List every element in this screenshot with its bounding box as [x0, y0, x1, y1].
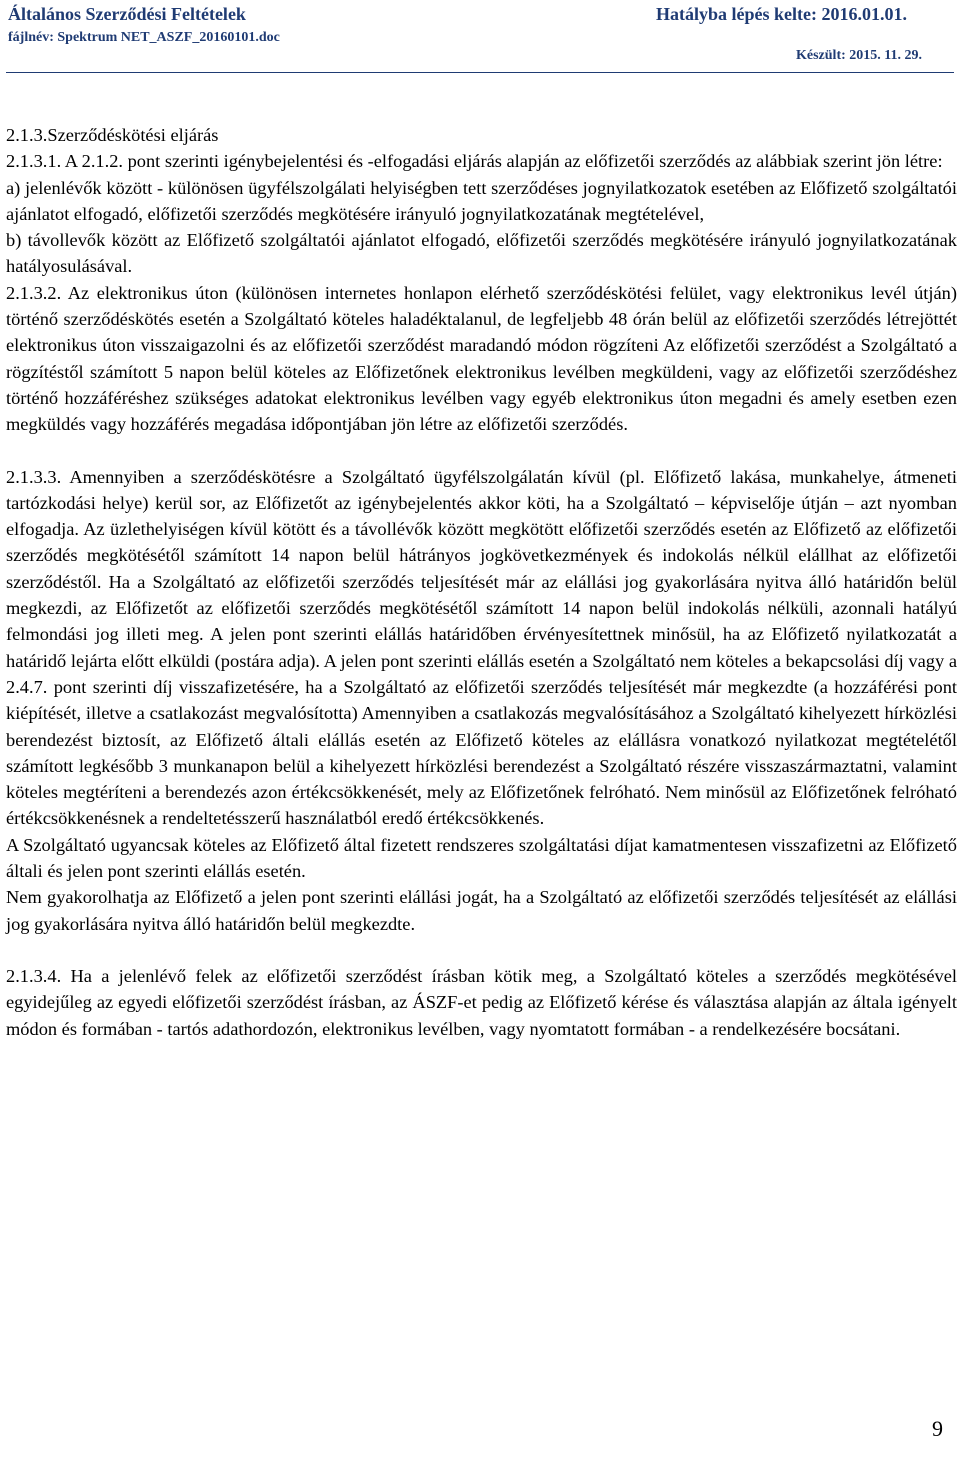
paragraph-2-1-3-1: 2.1.3.1. A 2.1.2. pont szerinti igénybejelentési és -elfogadási eljárás alapján az előfizetői szerződés az alábbiak szerint jön létre:	[6, 151, 943, 172]
paragraph-item-a: a) jelenlévők között - különösen ügyfélszolgálati helyiségben tett szerződéses jognyilatkozatok esetében az Előfizető szolgáltatói ajánlatot elfogadó, előfizetői szerződés megkötésére irányuló jognyilatkozatának megtételével,	[6, 177, 957, 224]
document-body	[6, 122, 957, 1042]
paragraph-2-1-3-3: 2.1.3.3. Amennyiben a szerződéskötésre a Szolgáltató ügyfélszolgálatán kívül (pl. Előfizető lakása, munkahelye, átmeneti tartózkodási helye) kerül sor, az Előfizetőt az igénybejelentés akkor köti, ha a Szolgáltató – képviselője útján – azt nyomban elfogadja. Az üzlethelyiségen kívül kötött és a távollévők között megkötött előfizetői szerződés esetén az Előfizető az előfizetői szerződés megkötésétől számított 14 napon belül hátrányos jogkövetkezmények és indokolás nélkül elállhat az előfizetői szerződéstől. Ha a Szolgáltató az előfizetői szerződés teljesítését már az elállási jog gyakorlására nyitva álló határidőn belül megkezdi, az Előfizetőt az előfizetői szerződés megkötésétől számított 14 napon belül indokolás nélküli, azonnali hatályú felmondási jog illeti meg. A jelen pont szerinti elállás határidőben érvényesítettnek minősül, ha az Előfizető nyilatkozatát a határidő lejárta előtt elküldi (postára adja). A jelen pont szerinti elállás esetén a Szolgáltató nem köteles a bekapcsolási díj vagy a 2.4.7. pont szerinti díj visszafizetésére, ha a Szolgáltató az előfizetői szerződés teljesítését már megkezdte (a hozzáférési pont kiépítését, illetve a csatlakozást megvalósította) Amennyiben a csatlakozás megvalósításához a Szolgáltató kihelyezett hírközlési berendezést biztosít, az Előfizető általi elállás esetén az Előfizető köteles az elállásra vonatkozó nyilatkozat megtételétől számított legkésőbb 3 munkanapon belül a kihelyezett hírközlési berendezést a Szolgáltató részére visszaszármaztatni, valamint köteles megtéríteni a berendezés azon értékcsökkenését, mely az Előfizetőnek felróható. Nem minősül az Előfizetőnek felróható értékcsökkenésnek a rendeltetésszerű használatból eredő értékcsökkenés.	[6, 466, 957, 829]
paragraph-spacer	[6, 937, 957, 963]
paragraph-2-1-3-2: 2.1.3.2. Az elektronikus úton (különösen internetes honlapon elérhető szerződéskötési felület, vagy elektronikus levél útján) történő szerződéskötés esetén a Szolgáltató köteles haladéktalanul, de legfeljebb 48 órán belül az előfizetői szerződés létrejöttét elektronikus úton visszaigazolni és az előfizetői szerződést maradandó módon rögzíteni Az előfizetői szerződést a Szolgáltató a rögzítéstől számított 5 napon belül köteles az Előfizetőnek elektronikus levélben megküldeni, vagy az előfizetői szerződéshez történő hozzáféréshez szükséges adatokat elektronikus levélben vagy egyéb elektronikus úton megadni és amely esetben ezen megküldés vagy hozzáférés megadása időpontjában jön létre az előfizetői szerződés.	[6, 282, 957, 435]
document-title: Általános Szerződési Feltételek	[8, 4, 246, 24]
effective-date: Hatályba lépés kelte: 2016.01.01.	[656, 4, 907, 24]
page-header	[6, 0, 954, 96]
paragraph-withdrawal-exception: Nem gyakorolhatja az Előfizető a jelen pont szerinti elállási jogát, ha a Szolgáltató az előfizetői szerződés teljesítését az elállási jog gyakorlására nyitva álló határidőn belül megkezdte.	[6, 887, 957, 934]
paragraph-item-b: b) távollevők között az Előfizető szolgáltatói ajánlatot elfogadó, előfizetői szerződés megkötésére irányuló jognyilatkozatának hatályosulásával.	[6, 230, 957, 277]
page-number: 9	[932, 1416, 943, 1441]
prepared-date: Készült: 2015. 11. 29.	[796, 48, 922, 63]
header-divider	[6, 72, 954, 73]
file-name: fájlnév: Spektrum NET_ASZF_20160101.doc	[8, 30, 280, 45]
paragraph-spacer	[6, 438, 957, 464]
paragraph-2-1-3-4: 2.1.3.4. Ha a jelenlévő felek az előfizetői szerződést írásban kötik meg, a Szolgáltató köteles a szerződés megkötésével egyidejűleg az egyedi előfizetői szerződést írásban, az ÁSZF-et pedig az Előfizető kérése és választása alapján az általa igényelt módon és formában - tartós adathordozón, elektronikus levélben, vagy nyomtatott formában - a rendelkezésére bocsátani.	[6, 965, 957, 1039]
section-heading: 2.1.3.Szerződéskötési eljárás	[6, 125, 219, 145]
paragraph-refund: A Szolgáltató ugyancsak köteles az Előfizető által fizetett rendszeres szolgáltatási díjat kamatmentesen visszafizetni az Előfizető általi és jelen pont szerinti elállás esetén.	[6, 834, 957, 882]
